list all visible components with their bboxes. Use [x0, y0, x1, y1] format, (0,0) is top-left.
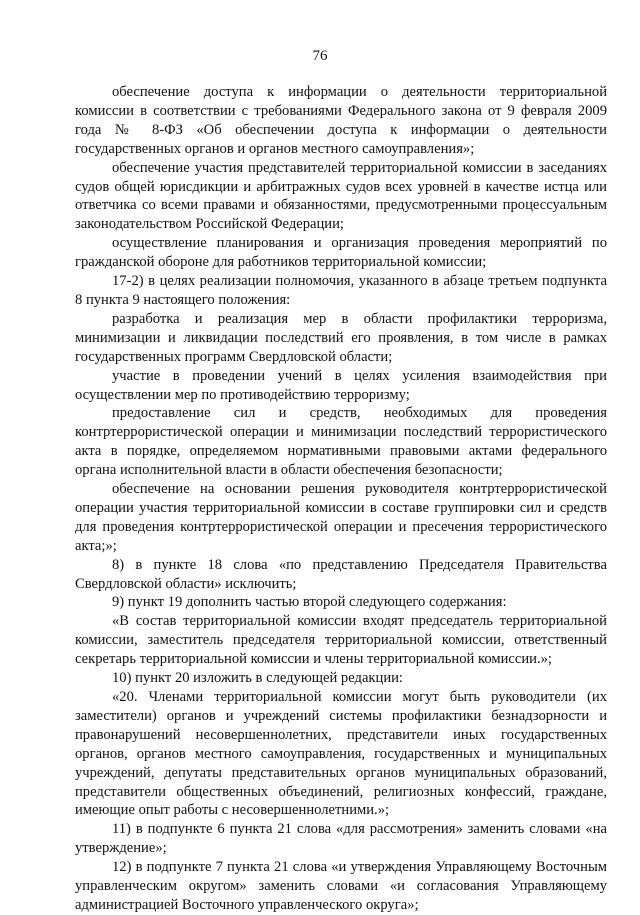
paragraph: предоставление сил и средств, необходимых для проведения контртеррористической операции и минимизации последствий террористического акта в порядке, определяемом нормативными правовыми актами федерального органа исполнительной власти в области обеспечения безопасности;	[75, 405, 607, 479]
paragraph: «20. Членами территориальной комиссии могут быть руководители (их заместители) органов и учреждений системы профилактики безнадзорности и правонарушений несовершеннолетних, представители иных государственных органов, органов местного самоуправления, государственных и муниципальных учреждений, депутаты представительных органов муниципальных образований, представители общественных объединений, религиозных конфессий, граждане, имеющие опыт работы с несовершеннолетними.»;	[75, 689, 607, 819]
paragraph: 8) в пункте 18 слова «по представлению Председателя Правительства Свердловской области» исключить;	[75, 556, 607, 592]
paragraph: осуществление планирования и организация проведения мероприятий по гражданской обороне для работников территориальной комиссии;	[75, 235, 607, 271]
paragraph: 17-2) в целях реализации полномочия, указанного в абзаце третьем подпункта 8 пункта 9 настоящего положения:	[75, 273, 607, 308]
paragraph: обеспечение на основании решения руководителя контртеррористической операции участия территориальной комиссии в составе группировки сил и средств для проведения контртеррористической операции и пресечения террористического акта;»;	[75, 481, 607, 554]
document-body	[75, 83, 607, 915]
paragraph: «В состав территориальной комиссии входят председатель территориальной комиссии, заместитель председателя территориальной комиссии, ответственный секретарь территориальной комиссии и члены территориальной комиссии.»;	[75, 613, 607, 668]
paragraph: обеспечение участия представителей территориальной комиссии в заседаниях судов общей юрисдикции и арбитражных судов всех уровней в качестве истца или ответчика со всеми правами и обязанностями, предусмотренными процессуальным законодательством Российской Федерации;	[75, 159, 607, 233]
paragraph: участие в проведении учений в целях усиления взаимодействия при осуществлении мер по противодействию терроризму;	[75, 367, 607, 403]
paragraph: 12) в подпункте 7 пункта 21 слова «и утверждения Управляющему Восточным управленческим округом» заменить словами «и согласования Управляющему администрацией Восточного управленческого округа»;	[75, 859, 607, 913]
paragraph: 9) пункт 19 дополнить частью второй следующего содержания:	[112, 594, 507, 611]
paragraph: 11) в подпункте 6 пункта 21 слова «для рассмотрения» заменить словами «на утверждение»;	[75, 821, 607, 857]
paragraph: разработка и реализация мер в области профилактики терроризма, минимизации и ликвидации последствий его проявления, в том числе в рамках государственных программ Свердловской области;	[75, 310, 607, 365]
paragraph: 10) пункт 20 изложить в следующей редакции:	[112, 670, 403, 687]
paragraph: обеспечение доступа к информации о деятельности территориальной комиссии в соответствии с требованиями Федерального закона от 9 февраля 2009 года № 8-ФЗ «Об обеспечении доступа к информации о деятельности государственных органов и органов местного самоуправления»;	[75, 84, 607, 157]
page-number: 76	[312, 48, 328, 64]
